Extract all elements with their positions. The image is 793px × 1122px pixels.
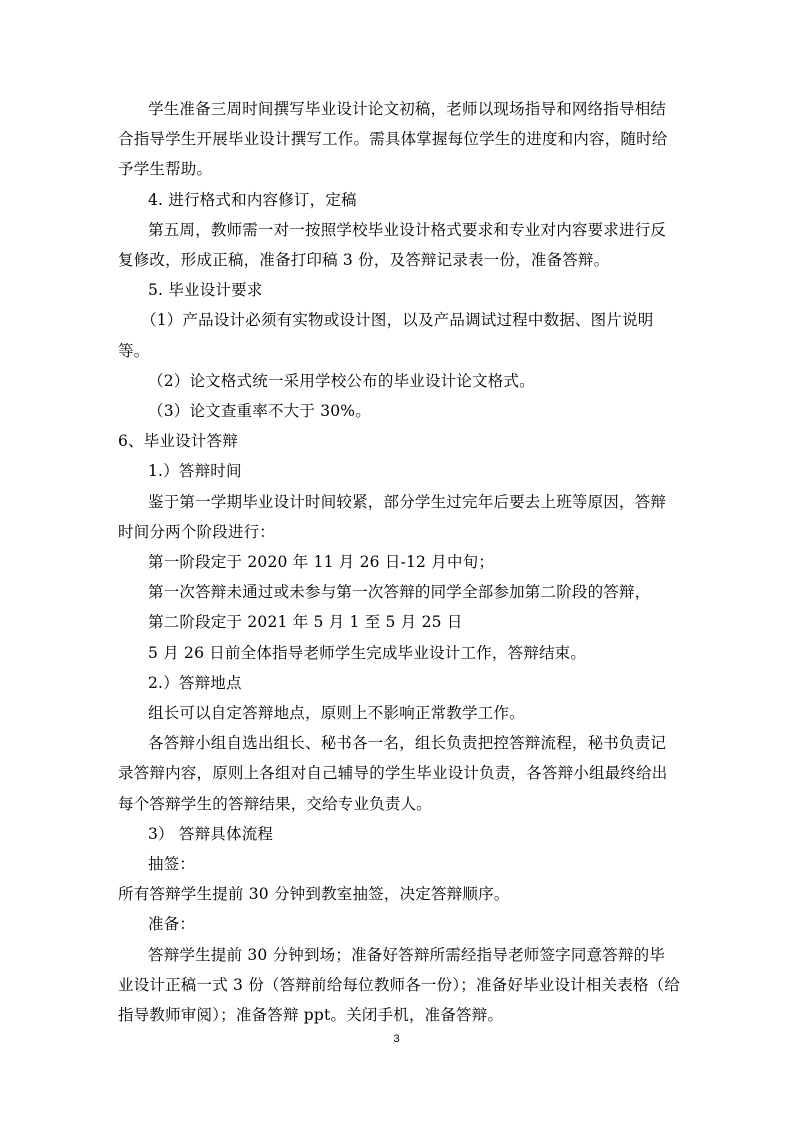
section-heading: 5. 毕业设计要求 [148,281,263,299]
paragraph-line: 录答辩内容，原则上各组对自己辅导的学生毕业设计负责，各答辩小组最终给出 [118,764,668,782]
list-item: （2）论文格式统一采用学校公布的毕业设计论文格式。 [148,372,535,390]
paragraph-line: 抽签： [148,855,196,873]
subsection-heading: 1.）答辩时间 [148,462,242,480]
paragraph-line: 所有答辩学生提前 30 分钟到教室抽签，决定答辩顺序。 [118,885,510,903]
paragraph-line: 时间分两个阶段进行： [118,523,276,541]
paragraph-line: 准备： [148,915,196,933]
paragraph-line: 合指导学生开展毕业设计撰写工作。需具体掌握每位学生的进度和内容，随时给 [118,130,668,148]
paragraph-line: 第一阶段定于 2020 年 11 月 26 日-12 月中旬； [148,553,495,571]
paragraph-line: 第二阶段定于 2021 年 5 月 1 至 5 月 25 日 [148,613,463,631]
list-item: （3）论文查重率不大于 30%。 [148,402,371,420]
paragraph-line: 复修改，形成正稿，准备打印稿 3 份，及答辩记录表一份，准备答辩。 [118,251,610,269]
list-item-continuation: 等。 [118,342,150,360]
paragraph-line: 第一次答辩未通过或未参与第一次答辩的同学全部参加第二阶段的答辩， [148,583,651,601]
paragraph-line: 5 月 26 日前全体指导老师学生完成毕业设计工作，答辩结束。 [148,644,587,662]
page-number: 3 [393,1033,400,1045]
paragraph-line: 各答辩小组自选出组长、秘书各一名，组长负责把控答辩流程，秘书负责记 [148,734,667,752]
section-heading: 4. 进行格式和内容修订，定稿 [148,191,357,209]
subsection-heading: 3） 答辩具体流程 [148,825,274,843]
paragraph-line: 鉴于第一学期毕业设计时间较紧，部分学生过完年后要去上班等原因，答辩 [148,493,667,511]
paragraph-line: 每个答辩学生的答辩结果，交给专业负责人。 [118,795,433,813]
paragraph-line: 学生准备三周时间撰写毕业设计论文初稿，老师以现场指导和网络指导相结 [148,100,667,118]
subsection-heading: 2.）答辩地点 [148,674,242,692]
paragraph-line: 第五周，教师需一对一按照学校毕业设计格式要求和专业对内容要求进行反 [148,221,667,239]
section-heading: 6、毕业设计答辩 [118,432,238,450]
paragraph-line: 指导教师审阅）；准备答辩 ppt。关闭手机，准备答辩。 [118,1006,504,1024]
paragraph-line: 组长可以自定答辩地点，原则上不影响正常教学工作。 [148,704,525,722]
list-item: （1）产品设计必须有实物或设计图，以及产品调试过程中数据、图片说明 [141,311,654,329]
paragraph-line: 答辩学生提前 30 分钟到场；准备好答辩所需经指导老师签字同意答辩的毕 [148,946,666,964]
paragraph-line: 业设计正稿一式 3 份（答辩前给每位教师各一份）；准备好毕业设计相关表格（给 [118,976,681,994]
paragraph-line: 予学生帮助。 [118,160,213,178]
